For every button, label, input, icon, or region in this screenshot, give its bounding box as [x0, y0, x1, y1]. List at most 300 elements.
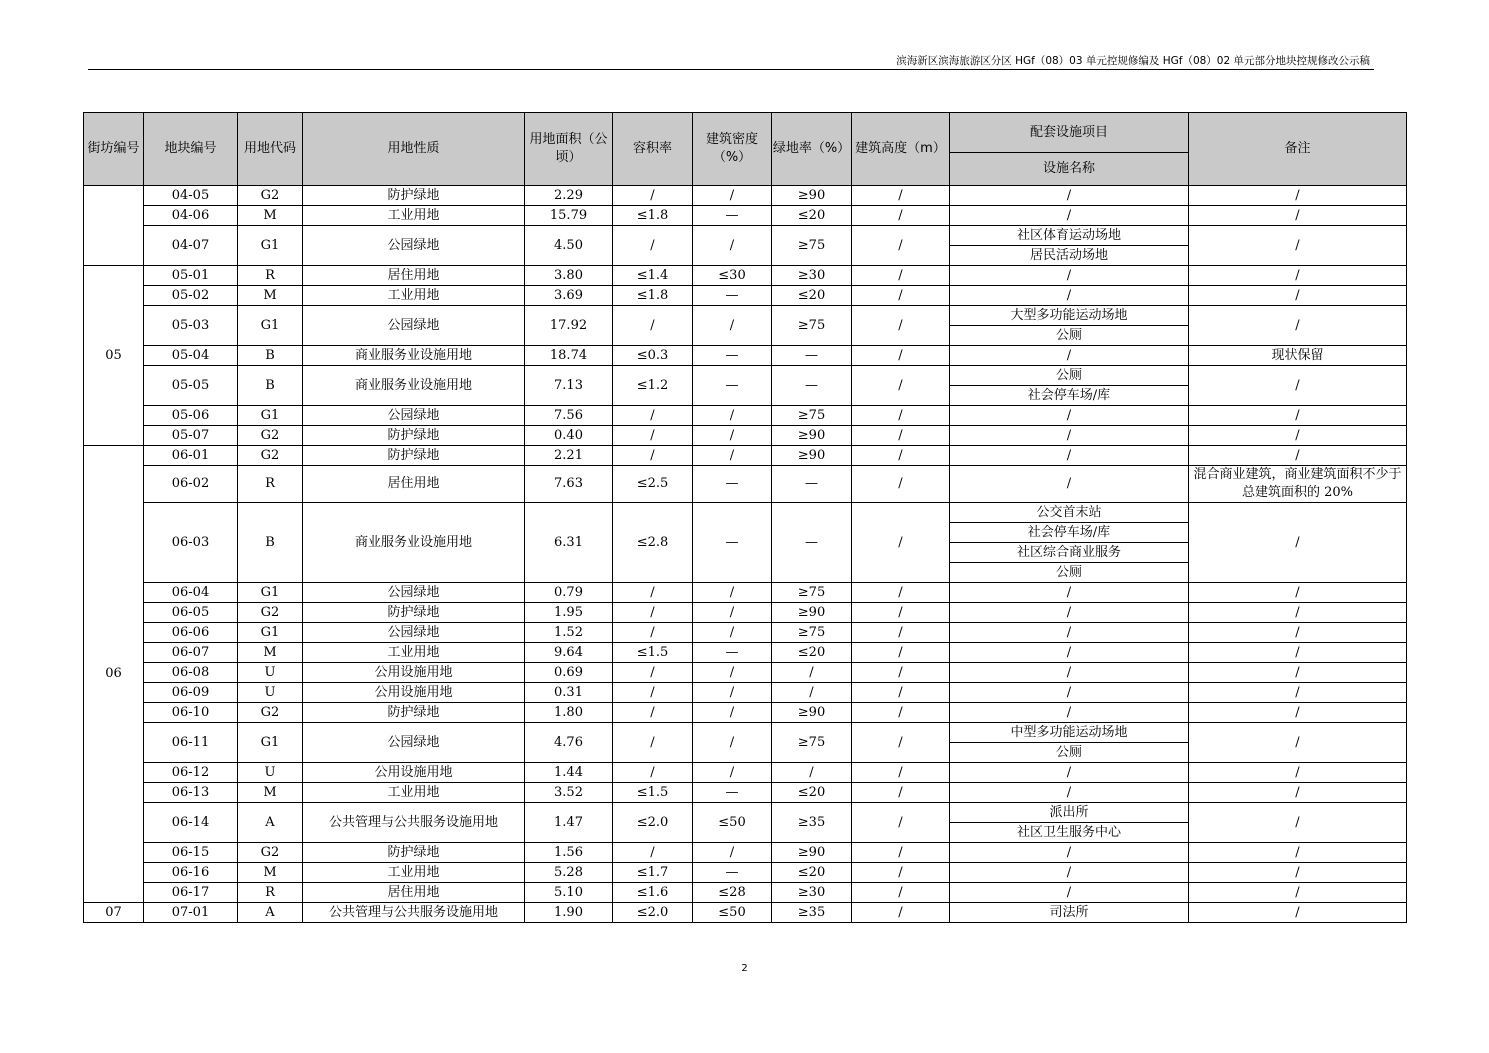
- green-ratio: ≥30: [772, 883, 852, 903]
- floor-area-ratio: ≤1.7: [613, 863, 693, 883]
- remark: /: [1189, 366, 1407, 406]
- remark: /: [1189, 306, 1407, 346]
- building-density: /: [693, 306, 772, 346]
- document-title: 滨海新区滨海旅游区分区 HGf（08）03 单元控规修编及 HGf（08）02 单元部分地块控规修改公示稿: [896, 55, 1370, 67]
- green-ratio: ≤20: [772, 643, 852, 663]
- facility-name: 中型多功能运动场地: [950, 723, 1189, 743]
- table-row: [84, 366, 1407, 386]
- land-nature: 工业用地: [303, 286, 525, 306]
- land-nature: 公园绿地: [303, 583, 525, 603]
- col-green: 绿地率（%）: [772, 113, 852, 186]
- facility-name: /: [950, 763, 1189, 783]
- land-nature: 公用设施用地: [303, 683, 525, 703]
- land-code: M: [238, 863, 303, 883]
- remark: /: [1189, 783, 1407, 803]
- block-id: [84, 186, 144, 266]
- building-height: /: [852, 186, 950, 206]
- table-row: [84, 643, 1407, 663]
- green-ratio: ≥90: [772, 186, 852, 206]
- land-area: 1.47: [525, 803, 613, 843]
- facility-name: /: [950, 346, 1189, 366]
- parcel-id: 06-07: [144, 643, 238, 663]
- building-density: —: [693, 863, 772, 883]
- remark: /: [1189, 503, 1407, 583]
- col-area: 用地面积（公顷）: [525, 113, 613, 186]
- land-code: G1: [238, 226, 303, 266]
- green-ratio: —: [772, 503, 852, 583]
- land-area: 15.79: [525, 206, 613, 226]
- facility-name: /: [950, 883, 1189, 903]
- facility-name: 公交首末站: [950, 503, 1189, 523]
- parcel-id: 04-07: [144, 226, 238, 266]
- facility-name: 大型多功能运动场地: [950, 306, 1189, 326]
- facility-name: /: [950, 583, 1189, 603]
- land-nature: 公园绿地: [303, 723, 525, 763]
- land-nature: 防护绿地: [303, 703, 525, 723]
- green-ratio: ≥75: [772, 723, 852, 763]
- building-height: /: [852, 683, 950, 703]
- building-density: /: [693, 426, 772, 446]
- col-parcel: 地块编号: [144, 113, 238, 186]
- parcel-id: 06-13: [144, 783, 238, 803]
- building-density: —: [693, 466, 772, 503]
- floor-area-ratio: ≤1.8: [613, 206, 693, 226]
- facility-name: /: [950, 683, 1189, 703]
- land-code: G2: [238, 426, 303, 446]
- floor-area-ratio: /: [613, 186, 693, 206]
- land-area: 4.76: [525, 723, 613, 763]
- table-row: [84, 663, 1407, 683]
- land-nature: 防护绿地: [303, 446, 525, 466]
- remark: /: [1189, 643, 1407, 663]
- building-density: —: [693, 286, 772, 306]
- remark: 现状保留: [1189, 346, 1407, 366]
- green-ratio: ≤20: [772, 286, 852, 306]
- land-area: 6.31: [525, 503, 613, 583]
- parcel-id: 06-15: [144, 843, 238, 863]
- table-row: [84, 503, 1407, 523]
- table-row: [84, 703, 1407, 723]
- land-code: U: [238, 663, 303, 683]
- floor-area-ratio: /: [613, 723, 693, 763]
- remark: /: [1189, 426, 1407, 446]
- land-nature: 公园绿地: [303, 306, 525, 346]
- land-code: G1: [238, 723, 303, 763]
- facility-name: /: [950, 783, 1189, 803]
- green-ratio: ≥75: [772, 623, 852, 643]
- parcel-id: 06-12: [144, 763, 238, 783]
- land-nature: 公用设施用地: [303, 763, 525, 783]
- land-area: 4.50: [525, 226, 613, 266]
- land-code: M: [238, 286, 303, 306]
- table-row: [84, 446, 1407, 466]
- land-code: R: [238, 466, 303, 503]
- facility-name: /: [950, 286, 1189, 306]
- land-code: B: [238, 503, 303, 583]
- building-height: /: [852, 703, 950, 723]
- remark: /: [1189, 446, 1407, 466]
- floor-area-ratio: /: [613, 843, 693, 863]
- land-nature: 公园绿地: [303, 406, 525, 426]
- col-density: 建筑密度（%）: [693, 113, 772, 186]
- table-row: [84, 346, 1407, 366]
- green-ratio: ≥90: [772, 603, 852, 623]
- parcel-id: 06-09: [144, 683, 238, 703]
- land-area: 1.44: [525, 763, 613, 783]
- building-density: /: [693, 446, 772, 466]
- land-area: 18.74: [525, 346, 613, 366]
- building-density: ≤50: [693, 903, 772, 923]
- green-ratio: —: [772, 346, 852, 366]
- parcel-id: 06-04: [144, 583, 238, 603]
- table-row: [84, 466, 1407, 503]
- building-height: /: [852, 903, 950, 923]
- parcel-id: 05-07: [144, 426, 238, 446]
- floor-area-ratio: /: [613, 603, 693, 623]
- land-code: G2: [238, 703, 303, 723]
- floor-area-ratio: ≤2.0: [613, 803, 693, 843]
- building-density: /: [693, 843, 772, 863]
- remark: /: [1189, 186, 1407, 206]
- building-height: /: [852, 883, 950, 903]
- land-code: U: [238, 683, 303, 703]
- building-density: —: [693, 366, 772, 406]
- parcel-id: 05-06: [144, 406, 238, 426]
- building-height: /: [852, 446, 950, 466]
- land-code: G2: [238, 843, 303, 863]
- land-use-table: [83, 112, 1407, 923]
- floor-area-ratio: ≤1.8: [613, 286, 693, 306]
- land-area: 0.40: [525, 426, 613, 446]
- land-area: 1.52: [525, 623, 613, 643]
- land-nature: 居住用地: [303, 266, 525, 286]
- land-area: 0.79: [525, 583, 613, 603]
- facility-name: 社会停车场/库: [950, 386, 1189, 406]
- floor-area-ratio: ≤2.5: [613, 466, 693, 503]
- building-height: /: [852, 723, 950, 763]
- land-area: 3.52: [525, 783, 613, 803]
- parcel-id: 07-01: [144, 903, 238, 923]
- green-ratio: ≥30: [772, 266, 852, 286]
- land-code: M: [238, 783, 303, 803]
- facility-name: /: [950, 643, 1189, 663]
- green-ratio: ≥90: [772, 446, 852, 466]
- table-row: [84, 583, 1407, 603]
- building-height: /: [852, 623, 950, 643]
- building-density: /: [693, 406, 772, 426]
- building-density: /: [693, 763, 772, 783]
- building-density: ≤28: [693, 883, 772, 903]
- green-ratio: ≥75: [772, 583, 852, 603]
- land-area: 1.80: [525, 703, 613, 723]
- green-ratio: ≥90: [772, 843, 852, 863]
- land-code: A: [238, 803, 303, 843]
- green-ratio: /: [772, 663, 852, 683]
- green-ratio: —: [772, 366, 852, 406]
- remark: /: [1189, 663, 1407, 683]
- col-facility-group: 配套设施项目: [950, 113, 1189, 153]
- table-row: [84, 843, 1407, 863]
- green-ratio: ≥75: [772, 406, 852, 426]
- parcel-id: 06-11: [144, 723, 238, 763]
- land-nature: 公共管理与公共服务设施用地: [303, 903, 525, 923]
- land-nature: 商业服务业设施用地: [303, 366, 525, 406]
- land-code: G1: [238, 306, 303, 346]
- floor-area-ratio: /: [613, 623, 693, 643]
- building-height: /: [852, 266, 950, 286]
- table-row: [84, 763, 1407, 783]
- parcel-id: 06-14: [144, 803, 238, 843]
- table-row: [84, 426, 1407, 446]
- building-height: /: [852, 663, 950, 683]
- col-code: 用地代码: [238, 113, 303, 186]
- land-area: 3.80: [525, 266, 613, 286]
- parcel-id: 05-02: [144, 286, 238, 306]
- building-height: /: [852, 226, 950, 266]
- building-height: /: [852, 763, 950, 783]
- floor-area-ratio: ≤1.4: [613, 266, 693, 286]
- facility-name: 司法所: [950, 903, 1189, 923]
- table-row: [84, 623, 1407, 643]
- remark: /: [1189, 683, 1407, 703]
- land-area: 7.56: [525, 406, 613, 426]
- floor-area-ratio: ≤1.5: [613, 643, 693, 663]
- table-row: [84, 286, 1407, 306]
- land-code: A: [238, 903, 303, 923]
- floor-area-ratio: /: [613, 406, 693, 426]
- remark: /: [1189, 843, 1407, 863]
- land-nature: 公园绿地: [303, 226, 525, 266]
- floor-area-ratio: ≤2.0: [613, 903, 693, 923]
- facility-name: 居民活动场地: [950, 246, 1189, 266]
- building-height: /: [852, 306, 950, 346]
- building-height: /: [852, 583, 950, 603]
- land-nature: 工业用地: [303, 206, 525, 226]
- facility-name: /: [950, 663, 1189, 683]
- building-density: /: [693, 703, 772, 723]
- land-nature: 居住用地: [303, 883, 525, 903]
- building-density: /: [693, 226, 772, 266]
- parcel-id: 04-06: [144, 206, 238, 226]
- floor-area-ratio: /: [613, 663, 693, 683]
- land-area: 7.13: [525, 366, 613, 406]
- table-row: [84, 226, 1407, 246]
- remark: /: [1189, 266, 1407, 286]
- land-nature: 工业用地: [303, 783, 525, 803]
- green-ratio: ≥35: [772, 803, 852, 843]
- parcel-id: 06-10: [144, 703, 238, 723]
- remark: /: [1189, 583, 1407, 603]
- land-area: 1.95: [525, 603, 613, 623]
- green-ratio: /: [772, 683, 852, 703]
- floor-area-ratio: /: [613, 426, 693, 446]
- land-code: G1: [238, 623, 303, 643]
- remark: /: [1189, 903, 1407, 923]
- facility-name: /: [950, 406, 1189, 426]
- parcel-id: 05-01: [144, 266, 238, 286]
- table-row: [84, 723, 1407, 743]
- building-height: /: [852, 643, 950, 663]
- building-density: /: [693, 623, 772, 643]
- block-id: 05: [84, 266, 144, 446]
- green-ratio: ≤20: [772, 783, 852, 803]
- green-ratio: ≤20: [772, 863, 852, 883]
- table-row: [84, 306, 1407, 326]
- floor-area-ratio: /: [613, 226, 693, 266]
- page-header: [88, 52, 1374, 70]
- table-row: [84, 206, 1407, 226]
- facility-name: /: [950, 266, 1189, 286]
- facility-name: /: [950, 703, 1189, 723]
- building-height: /: [852, 603, 950, 623]
- remark: /: [1189, 863, 1407, 883]
- land-code: M: [238, 206, 303, 226]
- table-row: [84, 883, 1407, 903]
- building-density: ≤30: [693, 266, 772, 286]
- building-density: /: [693, 683, 772, 703]
- building-height: /: [852, 783, 950, 803]
- parcel-id: 06-05: [144, 603, 238, 623]
- land-nature: 工业用地: [303, 863, 525, 883]
- parcel-id: 05-03: [144, 306, 238, 346]
- table-row: [84, 266, 1407, 286]
- land-nature: 工业用地: [303, 643, 525, 663]
- land-area: 0.31: [525, 683, 613, 703]
- floor-area-ratio: ≤1.5: [613, 783, 693, 803]
- col-block: 街坊编号: [84, 113, 144, 186]
- remark: /: [1189, 723, 1407, 763]
- building-height: /: [852, 863, 950, 883]
- land-area: 3.69: [525, 286, 613, 306]
- table-body: [84, 186, 1407, 923]
- col-height: 建筑高度（m）: [852, 113, 950, 186]
- green-ratio: ≤20: [772, 206, 852, 226]
- remark: /: [1189, 406, 1407, 426]
- building-density: ≤50: [693, 803, 772, 843]
- parcel-id: 06-06: [144, 623, 238, 643]
- green-ratio: ≥75: [772, 306, 852, 346]
- remark: /: [1189, 603, 1407, 623]
- green-ratio: /: [772, 763, 852, 783]
- building-height: /: [852, 286, 950, 306]
- col-facility-name: 设施名称: [950, 153, 1189, 186]
- table-row: [84, 803, 1407, 823]
- land-area: 17.92: [525, 306, 613, 346]
- building-height: /: [852, 206, 950, 226]
- land-code: G2: [238, 603, 303, 623]
- building-height: /: [852, 366, 950, 406]
- col-far: 容积率: [613, 113, 693, 186]
- land-nature: 居住用地: [303, 466, 525, 503]
- parcel-id: 05-04: [144, 346, 238, 366]
- green-ratio: —: [772, 466, 852, 503]
- green-ratio: ≥75: [772, 226, 852, 266]
- building-density: /: [693, 663, 772, 683]
- facility-name: 公厕: [950, 563, 1189, 583]
- facility-name: /: [950, 426, 1189, 446]
- facility-name: 公厕: [950, 743, 1189, 763]
- land-code: G1: [238, 583, 303, 603]
- remark: /: [1189, 763, 1407, 783]
- table-row: [84, 903, 1407, 923]
- block-id: 07: [84, 903, 144, 923]
- parcel-id: 06-08: [144, 663, 238, 683]
- floor-area-ratio: /: [613, 683, 693, 703]
- facility-name: /: [950, 206, 1189, 226]
- remark: /: [1189, 803, 1407, 843]
- land-area: 9.64: [525, 643, 613, 663]
- facility-name: /: [950, 843, 1189, 863]
- building-height: /: [852, 466, 950, 503]
- land-area: 2.29: [525, 186, 613, 206]
- remark: /: [1189, 226, 1407, 266]
- remark: 混合商业建筑，商业建筑面积不少于总建筑面积的 20%: [1189, 466, 1407, 503]
- parcel-id: 05-05: [144, 366, 238, 406]
- land-code: R: [238, 266, 303, 286]
- table-row: [84, 186, 1407, 206]
- land-nature: 公用设施用地: [303, 663, 525, 683]
- building-density: —: [693, 503, 772, 583]
- land-nature: 防护绿地: [303, 186, 525, 206]
- building-density: —: [693, 783, 772, 803]
- table-row: [84, 406, 1407, 426]
- land-code: G2: [238, 446, 303, 466]
- col-nature: 用地性质: [303, 113, 525, 186]
- facility-name: 公厕: [950, 326, 1189, 346]
- land-nature: 商业服务业设施用地: [303, 346, 525, 366]
- remark: /: [1189, 206, 1407, 226]
- land-code: G2: [238, 186, 303, 206]
- table-row: [84, 863, 1407, 883]
- building-height: /: [852, 843, 950, 863]
- land-area: 0.69: [525, 663, 613, 683]
- facility-name: 派出所: [950, 803, 1189, 823]
- floor-area-ratio: /: [613, 763, 693, 783]
- facility-name: /: [950, 623, 1189, 643]
- facility-name: /: [950, 446, 1189, 466]
- table-row: [84, 683, 1407, 703]
- building-height: /: [852, 346, 950, 366]
- building-height: /: [852, 426, 950, 446]
- land-code: B: [238, 346, 303, 366]
- remark: /: [1189, 286, 1407, 306]
- green-ratio: ≥90: [772, 703, 852, 723]
- facility-name: /: [950, 603, 1189, 623]
- land-nature: 防护绿地: [303, 426, 525, 446]
- floor-area-ratio: /: [613, 306, 693, 346]
- land-code: R: [238, 883, 303, 903]
- land-area: 5.10: [525, 883, 613, 903]
- parcel-id: 06-17: [144, 883, 238, 903]
- facility-name: 社区综合商业服务: [950, 543, 1189, 563]
- building-density: /: [693, 186, 772, 206]
- land-code: U: [238, 763, 303, 783]
- facility-name: 公厕: [950, 366, 1189, 386]
- green-ratio: ≥35: [772, 903, 852, 923]
- land-nature: 防护绿地: [303, 843, 525, 863]
- floor-area-ratio: /: [613, 446, 693, 466]
- page-number: 2: [741, 963, 748, 974]
- floor-area-ratio: ≤1.2: [613, 366, 693, 406]
- building-density: /: [693, 583, 772, 603]
- parcel-id: 06-03: [144, 503, 238, 583]
- land-nature: 公共管理与公共服务设施用地: [303, 803, 525, 843]
- parcel-id: 06-01: [144, 446, 238, 466]
- floor-area-ratio: /: [613, 703, 693, 723]
- floor-area-ratio: ≤2.8: [613, 503, 693, 583]
- building-density: —: [693, 643, 772, 663]
- parcel-id: 06-16: [144, 863, 238, 883]
